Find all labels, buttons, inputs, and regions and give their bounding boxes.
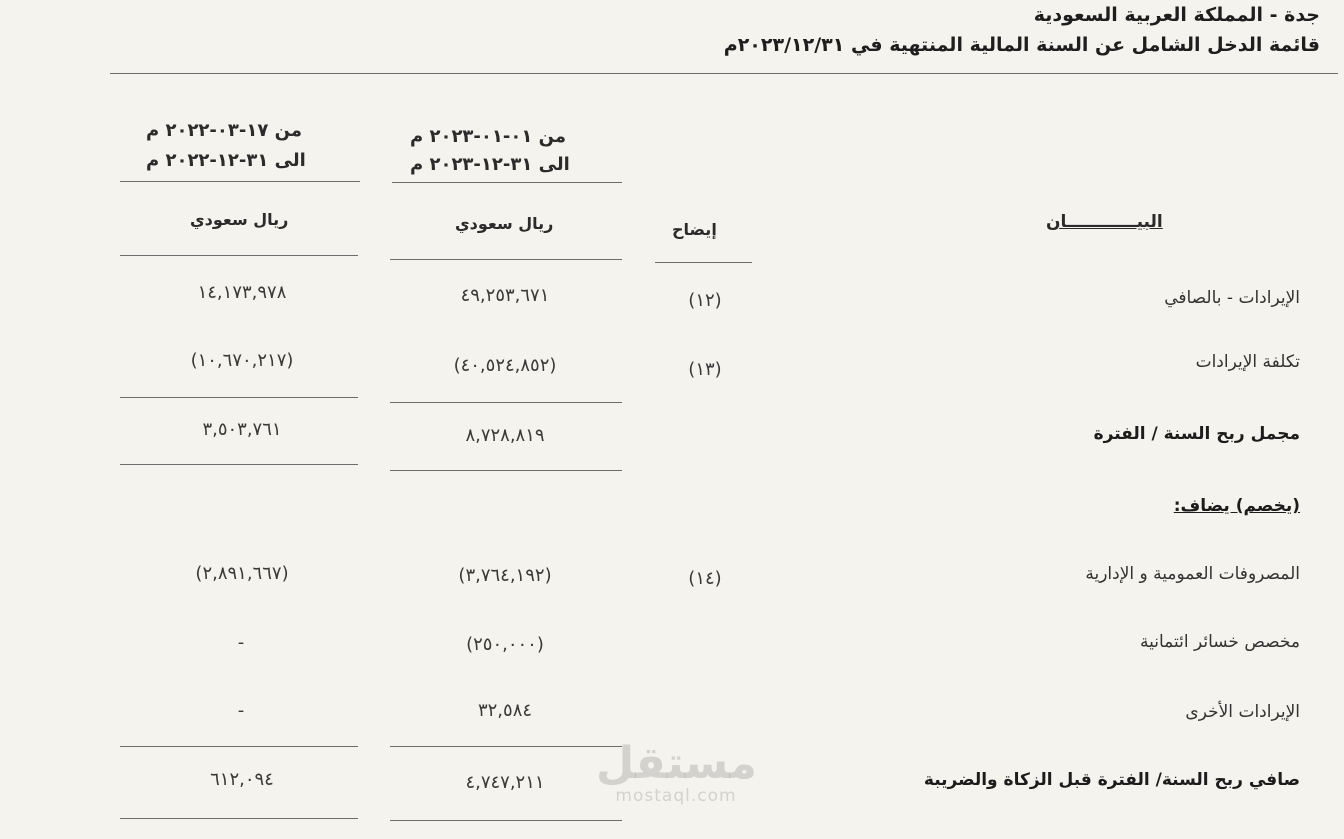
current-currency-head: ريال سعودي (455, 214, 554, 233)
prior-head-rule (120, 255, 358, 256)
row-note-cost-of-revenue: (١٣) (688, 359, 722, 380)
row-current-gross-profit: ٨,٧٢٨,٨١٩ (465, 425, 545, 446)
note-head-rule (655, 262, 752, 263)
row-prior-net-profit-before-zakat: ٦١٢,٠٩٤ (210, 769, 274, 790)
prior-period-rule (120, 181, 360, 182)
row-current-cost-of-revenue: (٤٠,٥٢٤,٨٥٢) (453, 355, 557, 376)
current-gross-rule (390, 470, 622, 471)
current-final-rule (390, 820, 622, 821)
row-prior-other-revenue: - (237, 700, 247, 721)
row-note-general-admin: (١٤) (688, 568, 722, 589)
row-note-revenue: (١٢) (688, 290, 722, 311)
mostaql-watermark (596, 738, 757, 806)
row-label-net-profit-before-zakat: صافي ربح السنة/ الفترة قبل الزكاة والضريبة (923, 770, 1300, 790)
row-label-cost-of-revenue: تكلفة الإيرادات (1195, 352, 1300, 372)
prior-period-from: من ١٧-٠٣-٢٠٢٢ م (146, 120, 302, 141)
row-current-credit-loss: (٢٥٠,٠٠٠) (466, 634, 544, 655)
prior-final-rule (120, 818, 358, 819)
header-divider (110, 73, 1338, 74)
row-current-net-profit-before-zakat: ٤,٧٤٧,٢١١ (465, 772, 545, 793)
row-prior-cost-of-revenue: (١٠,٦٧٠,٢١٧) (190, 350, 294, 371)
row-label-other-revenue: الإيرادات الأخرى (1185, 702, 1300, 722)
watermark-arabic: مستقل (596, 738, 757, 789)
row-label-gross-profit: مجمل ربح السنة / الفترة (1093, 424, 1300, 444)
row-prior-gross-profit: ٣,٥٠٣,٧٦١ (202, 419, 282, 440)
header-location: جدة - المملكة العربية السعودية (1033, 4, 1320, 26)
watermark-latin: mostaql.com (615, 786, 737, 806)
row-label-credit-loss: مخصص خسائر ائتمانية (1140, 632, 1300, 652)
row-current-other-revenue: ٣٢,٥٨٤ (477, 700, 533, 721)
current-pretax-rule (390, 746, 622, 747)
prior-gross-rule (120, 464, 358, 465)
statement-column-head: البيــــــــــــان (1046, 212, 1163, 232)
row-prior-credit-loss: - (237, 632, 247, 653)
row-prior-revenue: ١٤,١٧٣,٩٧٨ (197, 282, 287, 303)
row-label-general-admin: المصروفات العمومية و الإدارية (1085, 564, 1300, 584)
row-prior-general-admin: (٢,٨٩١,٦٦٧) (195, 563, 289, 584)
row-current-revenue: ٤٩,٢٥٣,٦٧١ (460, 285, 550, 306)
prior-pretax-rule (120, 746, 358, 747)
prior-period-to: الى ٣١-١٢-٢٠٢٢ م (146, 150, 306, 171)
current-subtotal-rule (390, 402, 622, 403)
current-period-rule (392, 182, 622, 183)
header-statement-title: قائمة الدخل الشامل عن السنة المالية المنتهية في ٢٠٢٣/١٢/٣١م (723, 34, 1320, 56)
prior-subtotal-rule (120, 397, 358, 398)
note-column-head: إيضاح (672, 220, 717, 239)
current-period-from: من ٠١-٠١-٢٠٢٣ م (410, 126, 566, 147)
current-head-rule (390, 259, 622, 260)
prior-currency-head: ريال سعودي (190, 210, 289, 229)
row-label-revenue: الإيرادات - بالصافي (1164, 288, 1300, 308)
current-period-to: الى ٣١-١٢-٢٠٢٣ م (410, 154, 570, 175)
row-current-general-admin: (٣,٧٦٤,١٩٢) (458, 565, 552, 586)
row-label-deduct-add: (يخصم) يضاف: (1173, 496, 1300, 516)
